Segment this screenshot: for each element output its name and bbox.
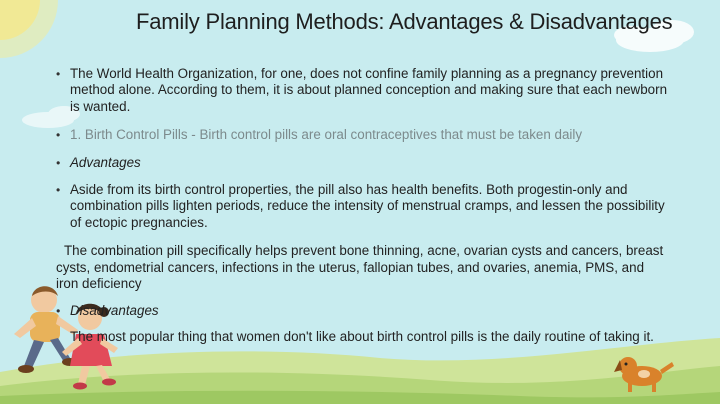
intro-bullet: • The World Health Organization, for one, does not confine family planning as a pregnancy prevention method alone. According to them, it is about planned conception and making sure that each newborn is wanted. xyxy=(56,66,668,115)
slide-content xyxy=(56,66,668,345)
combination-pill-paragraph: The combination pill specifically helps prevent bone thinning, acne, ovarian cysts and cancers, breast cysts, endometrial cancers, infections in the uterus, fallopian tubes, and ovaries, anemia, PMS, and iron deficiency xyxy=(56,243,664,292)
advantages-bullet: • Aside from its birth control properties, the pill also has health benefits. Both progestin-only and combination pills lighten periods, reduce the intensity of menstrual cramps, and lessen the possibility of ectopic pregnancies. xyxy=(56,182,668,231)
pills-bullet: • 1. Birth Control Pills - Birth control pills are oral contraceptives that must be taken daily xyxy=(56,127,668,143)
disadvantages-heading: • Disadvantages xyxy=(56,303,668,319)
disadvantages-paragraph: The most popular thing that women don't like about birth control pills is the daily routine of taking it. xyxy=(70,328,654,344)
slide-title: Family Planning Methods: Advantages & Disadvantages xyxy=(136,9,673,34)
advantages-heading: • Advantages xyxy=(56,155,668,171)
